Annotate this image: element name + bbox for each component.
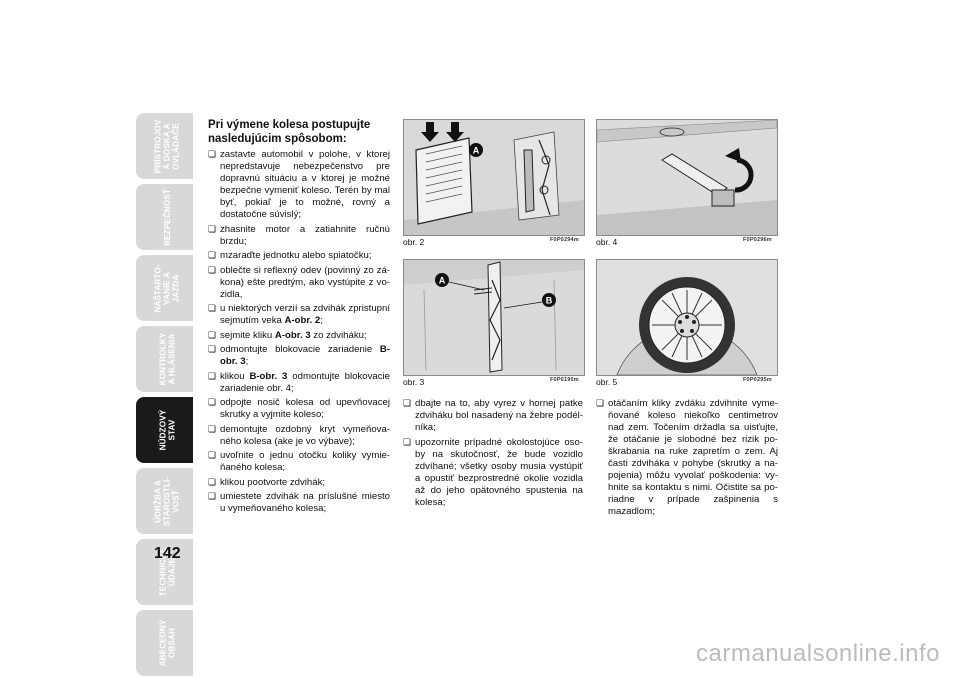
tab-abecedny-obsah[interactable] [141, 610, 193, 676]
bullet-text: otáčaním kliky zvdáku zdvihnite vymeňované koleso niekoľko centimetrov nad zem. Točením držadla sa uisťujte, že otáčanie je slobodné bez rizik poškrabania na ruke zapretím o zem. Aj časti zdviháka v pohybe (skrutky a napojenia) môžu vyvolať poškodenia: vyhnite sa kontaktu s nimi. Očistite sa poriadne v prípade zašpinenia s mazadlom; [608, 398, 778, 517]
figure-obr-3 [403, 259, 585, 376]
bullet-text: uvoľnite o jednu otočku koliky vymieňaného kolesa; [220, 450, 390, 473]
bullet-text: oblečte si reflexný odev (povinný zo zákona) ešte predtým, ako vystúpite z vozidla, [220, 264, 390, 300]
tab-label: TECHNICKÉ ÚDAJE [157, 547, 176, 597]
tab-label: BEZPEČNOSŤ [162, 188, 172, 246]
bullet-text: demontujte ozdobný kryt vymeňovaného kolesa (ake je vo výbave); [220, 423, 390, 447]
jack-handle-illustration [404, 260, 584, 375]
bullet-text: zastavte automobil v polohe, v ktorej nepredstavuje nebezpečenstvo pre dopravnú situáciu a v ktorej je možné bezpečne vymeniť koleso. Terén by mal byť, pokiaľ je to možné, rovný a dostatočne súvislý; [220, 149, 390, 220]
bullet-item [208, 149, 390, 221]
jack-cover-illustration [404, 120, 584, 235]
bullet-text: klikou [220, 370, 250, 382]
bullet-text-end: ; [320, 315, 323, 326]
bullet-text: sejmite kliku [220, 329, 275, 341]
bullet-item [403, 437, 583, 509]
wheel-hubcap-illustration [597, 260, 777, 375]
figure-label: obr. 2 [403, 237, 425, 247]
bullet-item [208, 371, 390, 395]
bullet-text: odpojte nosič kolesa od upevňovacej skrutky a vyjmite koleso; [220, 397, 390, 420]
bullet-item [208, 477, 390, 489]
bullet-text: dbajte na to, aby vyrez v hornej patke zdviháku bol nasadený na žebre podélníka; [415, 398, 583, 433]
tab-label: PRÍSTROJOV Á DOSKA A OVLÁDAČE [153, 119, 181, 173]
bullet-text: odmontujte blokovacie zariadenie [220, 344, 380, 355]
bullet-item [208, 250, 390, 262]
bullet-text: mzaraďte jednotku alebo spiatočku; [220, 250, 372, 261]
bullet-item [208, 491, 390, 515]
watermark: carmanualsonline.info [696, 640, 940, 667]
instruction-list [403, 398, 583, 509]
tab-bezpecnost[interactable] [141, 184, 193, 250]
bullet-item [208, 224, 390, 248]
bullet-text-end: ; [245, 356, 249, 367]
figure-code: F0P0295m [743, 377, 772, 383]
bullet-item [208, 424, 390, 448]
callout-a: A [438, 275, 446, 286]
figure-code: F0P0296m [743, 237, 772, 243]
instruction-list [596, 398, 778, 518]
tab-label: ÚDRŽBA A STAROSTLI- VOSŤ [153, 476, 181, 526]
tab-nastartovanie[interactable] [141, 255, 193, 321]
instruction-list [208, 149, 390, 515]
figure-label: obr. 3 [403, 377, 425, 387]
bullet-item [403, 398, 583, 434]
bullet-item [208, 344, 390, 368]
bullet-text: u niektorých verzií sa zdvihák zpristupní sejmutím veka [220, 303, 390, 326]
column-2 [403, 398, 583, 511]
figure-obr-2 [403, 119, 585, 236]
figure-code: F0P0294m [550, 237, 579, 243]
figure-label: obr. 4 [596, 237, 618, 247]
bullet-item [208, 397, 390, 421]
bullet-text-end: zo zdviháku; [310, 329, 367, 341]
bullet-text-end: odmontujte blokovacie zariadenie obr. 4; [220, 370, 390, 394]
figure-code: F0P0190m [550, 377, 579, 383]
bullet-item [208, 330, 390, 342]
callout-b: B [545, 295, 553, 306]
bullet-text: klikou pootvorte zdvihák; [220, 476, 326, 488]
tab-nudzovy-stav[interactable] [141, 397, 193, 463]
figure-label: obr. 5 [596, 377, 618, 387]
figure-obr-5 [596, 259, 778, 376]
bullet-item [208, 450, 390, 474]
column-1 [208, 118, 390, 518]
bullet-item [208, 265, 390, 301]
bullet-item [596, 398, 778, 518]
figure-obr-4 [596, 119, 778, 236]
tab-label: NAŠTARTO- VANIE A JAZDA [153, 263, 181, 313]
tab-pristrojova-doska[interactable] [141, 113, 193, 179]
page-number: 142 [154, 545, 181, 562]
callout-a: A [472, 145, 480, 156]
tab-label: NÚDZOVÝ STAV [157, 409, 176, 451]
figure-reference: A-obr. 3 [274, 329, 311, 341]
column-3 [596, 398, 778, 521]
bullet-item [208, 303, 390, 327]
section-heading: Pri výmene kolesa postupujte nasledujúcim spôsobom: [208, 119, 371, 145]
tab-udrzba[interactable] [141, 468, 193, 534]
tab-label: ABECEDNÝ OBSAH [158, 619, 176, 667]
bullet-text: upozornite prípadné okolostojúce osoby na skutočnosť, že bude vozidlo zdvíhané; všetky osoby musia vystúpiť a opustiť bezprostredné okolie vozidla až do jeho opätovného spustenia na kolesa; [415, 436, 583, 508]
tab-kontrolky[interactable] [141, 326, 193, 392]
figure-reference: B-obr. 3 [220, 344, 390, 367]
bullet-text: umiestete zdvihák na príslušné miesto u vymeňovaného kolesa; [220, 491, 390, 514]
spare-wheel-release-illustration [597, 120, 777, 235]
figure-reference: A-obr. 2 [284, 315, 321, 326]
figure-reference: B-obr. 3 [249, 370, 288, 382]
tab-label: KONTROLKY A HLÁSENIA [158, 332, 177, 386]
bullet-text: zhasnite motor a zatiahnite ručnú brzdu; [220, 223, 390, 247]
